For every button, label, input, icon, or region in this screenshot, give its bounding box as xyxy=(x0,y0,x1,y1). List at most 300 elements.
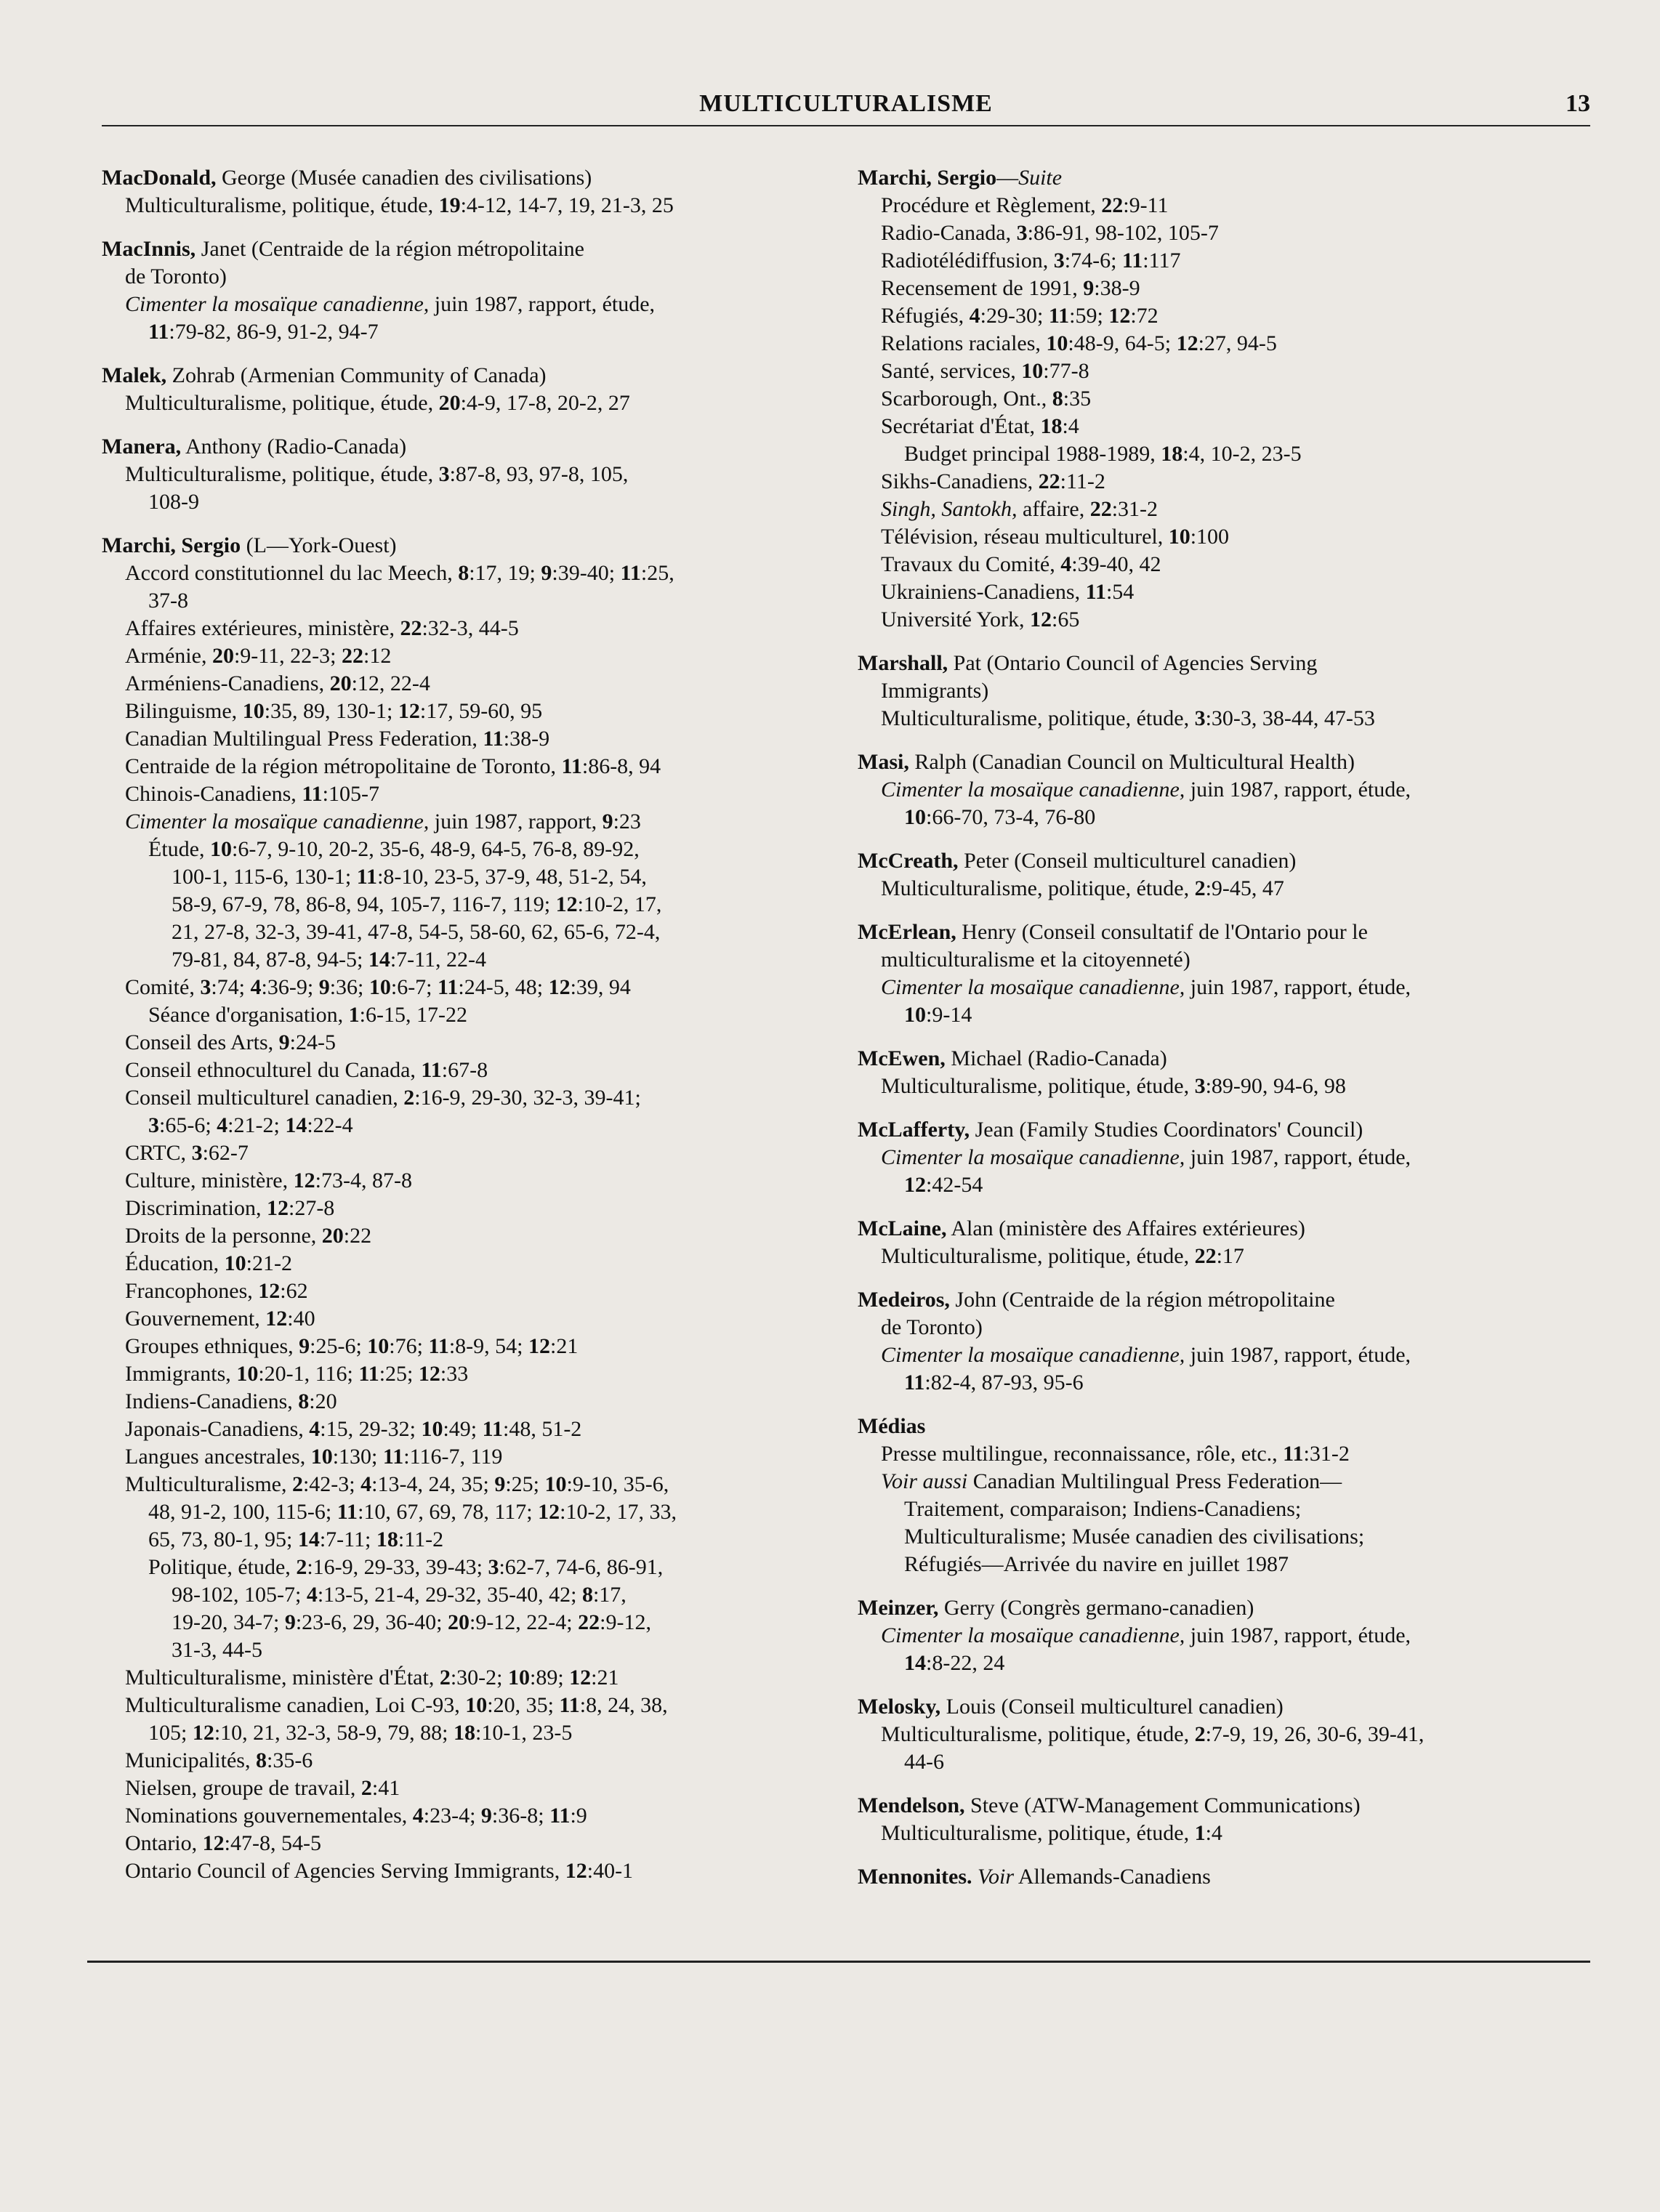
entry-subline xyxy=(172,891,843,919)
text-run: :41 xyxy=(371,1776,400,1800)
text-run: :89-90, 94-6, 98 xyxy=(1205,1074,1346,1098)
bold-text: 22 xyxy=(400,616,422,640)
text-run: Relations raciales, xyxy=(881,331,1047,355)
entry-heading xyxy=(102,235,843,263)
bold-text: McLaine, xyxy=(858,1216,947,1240)
text-run: de Toronto) xyxy=(125,265,227,288)
bold-text: Marchi, Sergio xyxy=(858,166,997,190)
entry-subline xyxy=(881,275,1599,302)
text-run: 100-1, 115-6, 130-1; xyxy=(172,865,357,889)
bold-text: 10 xyxy=(1168,525,1190,549)
text-run: :4-9, 17-8, 20-2, 27 xyxy=(460,391,630,415)
entry-heading xyxy=(858,1116,1599,1144)
text-run: :12 xyxy=(363,644,392,668)
bold-text: 20 xyxy=(321,1224,344,1248)
text-run: :9-10, 35-6, xyxy=(566,1472,669,1496)
entry-subline xyxy=(881,302,1599,330)
text-run: :8, 24, 38, xyxy=(579,1693,668,1717)
italic-text: Voir aussi xyxy=(881,1469,968,1493)
bold-text: 11 xyxy=(356,865,378,889)
text-run: Indiens-Canadiens, xyxy=(125,1389,299,1413)
bold-text: 10 xyxy=(508,1666,530,1690)
text-run: :24-5 xyxy=(289,1030,336,1054)
entry-subline xyxy=(148,1498,843,1526)
text-run: Travaux du Comité, xyxy=(881,552,1061,576)
text-run: :65-6; xyxy=(159,1113,217,1137)
text-run: :4 xyxy=(1205,1821,1222,1845)
text-run: :10-1, 23-5 xyxy=(475,1721,573,1745)
bold-text: 12 xyxy=(538,1500,560,1524)
bold-text: 12 xyxy=(565,1859,587,1883)
text-run: :30-3, 38-44, 47-53 xyxy=(1205,706,1375,730)
entry-subline xyxy=(125,263,843,291)
bold-text: 2 xyxy=(439,1666,451,1690)
text-run: Éducation, xyxy=(125,1251,225,1275)
text-run: :8-9, 54; xyxy=(448,1334,528,1358)
text-run: juin 1987, rapport, étude, xyxy=(1185,1145,1411,1169)
entry-subline xyxy=(125,1305,843,1333)
bold-text: 11 xyxy=(1085,580,1106,604)
bold-text: 11 xyxy=(438,975,459,999)
entry-heading xyxy=(858,1413,1599,1440)
entry-subline xyxy=(881,606,1599,634)
text-run: Henry (Conseil consultatif de l'Ontario pour le xyxy=(956,920,1368,944)
entry-heading xyxy=(858,650,1599,677)
text-run: :74; xyxy=(211,975,251,999)
entry-subline xyxy=(904,1748,1599,1776)
header-rule xyxy=(102,125,1590,126)
bold-text: 11 xyxy=(358,1362,379,1386)
text-run: Zohrab (Armenian Community of Canada) xyxy=(166,363,547,387)
text-run: juin 1987, rapport, xyxy=(429,810,603,833)
text-run: 105; xyxy=(148,1721,193,1745)
index-entry xyxy=(858,1045,1599,1100)
text-run: :67-8 xyxy=(441,1058,488,1082)
bold-text: 14 xyxy=(904,1651,926,1675)
entry-subline xyxy=(881,1721,1599,1748)
italic-text: Cimenter la mosaïque canadienne, xyxy=(881,778,1185,802)
text-run: :10-2, 17, 33, xyxy=(560,1500,677,1524)
header-title: MULTICULTURALISME xyxy=(699,90,993,117)
bold-text: 10 xyxy=(465,1693,488,1717)
text-run: :16-9, 29-33, 39-43; xyxy=(307,1555,488,1579)
text-run: juin 1987, rapport, étude, xyxy=(1185,778,1411,802)
text-run: Multiculturalisme, politique, étude, xyxy=(881,1244,1195,1268)
bold-text: 10 xyxy=(1046,331,1068,355)
text-run: :9-11 xyxy=(1123,193,1169,217)
text-run xyxy=(972,1865,978,1889)
bold-text: MacInnis, xyxy=(102,237,196,261)
text-run: :76; xyxy=(389,1334,429,1358)
entry-heading xyxy=(858,1594,1599,1622)
text-run: :7-9, 19, 26, 30-6, 39-41, xyxy=(1205,1722,1425,1746)
text-run: Langues ancestrales, xyxy=(125,1445,311,1469)
bold-text: 8 xyxy=(581,1583,593,1607)
entry-subline xyxy=(125,389,843,417)
text-run: :66-70, 73-4, 76-80 xyxy=(926,805,1096,829)
text-run: 79-81, 84, 87-8, 94-5; xyxy=(172,948,368,972)
text-run: :4, 10-2, 23-5 xyxy=(1182,442,1302,466)
text-run: :40 xyxy=(287,1307,315,1331)
bold-text: 11 xyxy=(421,1058,442,1082)
text-run: :65 xyxy=(1052,608,1080,631)
entry-subline xyxy=(125,1388,843,1416)
entry-subline xyxy=(125,1250,843,1277)
bold-text: 11 xyxy=(561,754,582,778)
bold-text: 14 xyxy=(285,1113,307,1137)
bold-text: 10 xyxy=(421,1417,443,1441)
entry-subline xyxy=(125,1857,843,1885)
entry-subline xyxy=(172,919,843,946)
entry-subline xyxy=(125,1057,843,1084)
text-run: :12, 22-4 xyxy=(351,671,430,695)
bold-text: 10 xyxy=(904,1003,926,1027)
bold-text: 10 xyxy=(310,1445,333,1469)
entry-subline xyxy=(125,725,843,753)
text-run: Gerry (Congrès germano-canadien) xyxy=(938,1596,1254,1620)
text-run: :7-11; xyxy=(319,1527,376,1551)
text-run: :6-15, 17-22 xyxy=(359,1003,467,1027)
text-run: :9-12, xyxy=(600,1610,651,1634)
text-run: Multiculturalisme, politique, étude, xyxy=(881,876,1195,900)
text-run: Droits de la personne, xyxy=(125,1224,322,1248)
text-run: Étude, xyxy=(148,837,210,861)
text-run: :36; xyxy=(329,975,369,999)
entry-subline xyxy=(148,1554,843,1581)
text-run: :4-12, 14-7, 19, 21-3, 25 xyxy=(460,193,674,217)
entry-subline xyxy=(881,974,1599,1001)
text-run: :89; xyxy=(530,1666,570,1690)
entry-subline xyxy=(881,468,1599,496)
bold-text: 4 xyxy=(306,1583,318,1607)
entry-subline xyxy=(904,440,1599,468)
bold-text: 3 xyxy=(1194,1074,1206,1098)
text-run: CRTC, xyxy=(125,1141,192,1165)
bold-text: 4 xyxy=(309,1417,321,1441)
text-run: :48, 51-2 xyxy=(502,1417,582,1441)
text-run: 108-9 xyxy=(148,490,199,514)
text-run: :82-4, 87-93, 95-6 xyxy=(924,1371,1084,1394)
text-run: 58-9, 67-9, 78, 86-8, 94, 105-7, 116-7, 119; xyxy=(172,892,556,916)
bold-text: 11 xyxy=(1283,1442,1304,1466)
entry-heading xyxy=(858,1693,1599,1721)
entry-subline xyxy=(125,1664,843,1692)
text-run: Sikhs-Canadiens, xyxy=(881,469,1039,493)
text-run: :11-2 xyxy=(398,1527,444,1551)
text-run: Affaires extérieures, ministère, xyxy=(125,616,400,640)
text-run: :9-14 xyxy=(926,1003,972,1027)
bold-text: 4 xyxy=(1060,552,1072,576)
text-run: Multiculturalisme; Musée canadien des civilisations; xyxy=(904,1525,1365,1549)
text-run: — xyxy=(996,166,1019,190)
entry-subline xyxy=(125,753,843,780)
text-run: :25-6; xyxy=(310,1334,368,1358)
index-entry xyxy=(102,362,843,417)
text-run: Alan (ministère des Affaires extérieures) xyxy=(946,1216,1305,1240)
entry-subline xyxy=(125,1802,843,1830)
entry-subline xyxy=(125,670,843,698)
entry-subline xyxy=(125,1416,843,1443)
bold-text: 2 xyxy=(403,1086,415,1110)
entry-subline xyxy=(125,1333,843,1360)
text-run: :32-3, 44-5 xyxy=(422,616,519,640)
entry-subline xyxy=(881,1468,1599,1495)
bold-text: 3 xyxy=(438,462,450,486)
text-run: Ontario, xyxy=(125,1831,203,1855)
text-run: Multiculturalisme, politique, étude, xyxy=(881,706,1195,730)
entry-subline xyxy=(881,413,1599,440)
text-run: :6-7, 9-10, 20-2, 35-6, 48-9, 64-5, 76-8, 89-92, xyxy=(231,837,640,861)
entry-subline xyxy=(881,1820,1599,1847)
text-run: 48, 91-2, 100, 115-6; xyxy=(148,1500,337,1524)
italic-text: Voir xyxy=(978,1865,1015,1889)
text-run: Arméniens-Canadiens, xyxy=(125,671,330,695)
text-run: Municipalités, xyxy=(125,1748,256,1772)
entry-subline xyxy=(881,578,1599,606)
entry-subline xyxy=(881,1440,1599,1468)
bold-text: 10 xyxy=(242,699,265,723)
text-run: :21 xyxy=(550,1334,579,1358)
text-run: :25; xyxy=(505,1472,545,1496)
bold-text: 11 xyxy=(337,1500,358,1524)
bold-text: 11 xyxy=(620,561,641,585)
text-run: John (Centraide de la région métropolitaine xyxy=(949,1288,1335,1312)
entry-subline xyxy=(125,560,843,587)
entry-subline xyxy=(881,496,1599,523)
text-run: :79-82, 86-9, 91-2, 94-7 xyxy=(169,320,379,344)
bold-text: 3 xyxy=(488,1555,499,1579)
text-run: multiculturalisme et la citoyenneté) xyxy=(881,948,1190,972)
italic-text: Cimenter la mosaïque canadienne, xyxy=(881,1343,1185,1367)
bold-text: 3 xyxy=(1194,706,1206,730)
text-run: Multiculturalisme, ministère d'État, xyxy=(125,1666,440,1690)
text-run: :9-12, 22-4; xyxy=(469,1610,579,1634)
bold-text: 12 xyxy=(398,699,420,723)
bold-text: 12 xyxy=(418,1362,440,1386)
entry-subline xyxy=(172,1636,843,1664)
entry-subline xyxy=(881,677,1599,705)
bold-text: 22 xyxy=(1089,497,1112,521)
bold-text: 3 xyxy=(148,1113,159,1137)
entry-subline xyxy=(881,385,1599,413)
text-run: Procédure et Règlement, xyxy=(881,193,1102,217)
text-run: 37-8 xyxy=(148,589,188,613)
bold-text: 12 xyxy=(904,1173,926,1197)
text-run: :130; xyxy=(332,1445,383,1469)
text-run: :10, 21, 32-3, 58-9, 79, 88; xyxy=(214,1721,454,1745)
bold-text: 3 xyxy=(200,975,211,999)
bold-text: 9 xyxy=(1083,276,1095,300)
text-run: :36-9; xyxy=(261,975,319,999)
index-entry xyxy=(102,164,843,219)
text-run: Steve (ATW-Management Communications) xyxy=(964,1793,1361,1817)
text-run: Centraide de la région métropolitaine de Toronto, xyxy=(125,754,562,778)
italic-text: Cimenter la mosaïque canadienne, xyxy=(881,1623,1185,1647)
text-run: 31-3, 44-5 xyxy=(172,1638,262,1662)
entry-subline xyxy=(125,1195,843,1222)
bold-text: 2 xyxy=(1194,1722,1206,1746)
bold-text: 12 xyxy=(293,1168,315,1192)
bold-text: 11 xyxy=(904,1371,925,1394)
entry-subline xyxy=(904,1523,1599,1551)
running-header xyxy=(102,90,1590,128)
entry-subline xyxy=(172,946,843,974)
bold-text: 11 xyxy=(1048,304,1070,328)
entry-heading xyxy=(858,748,1599,776)
text-run: Jean (Family Studies Coordinators' Council) xyxy=(970,1118,1363,1142)
bold-text: 22 xyxy=(1101,193,1124,217)
text-run: Discrimination, xyxy=(125,1196,267,1220)
text-run: de Toronto) xyxy=(881,1315,983,1339)
text-run: :49; xyxy=(443,1417,483,1441)
bold-text: 4 xyxy=(250,975,262,999)
entry-subline xyxy=(881,1144,1599,1171)
bold-text: 2 xyxy=(1194,876,1206,900)
text-run: :54 xyxy=(1105,580,1135,604)
text-run: Multiculturalisme canadien, Loi C-93, xyxy=(125,1693,466,1717)
text-run: :17, 19; xyxy=(469,561,541,585)
italic-text: Cimenter la mosaïque canadienne, xyxy=(881,1145,1185,1169)
text-run: Louis (Conseil multiculturel canadien) xyxy=(940,1695,1284,1719)
text-run: Bilinguisme, xyxy=(125,699,243,723)
text-run: :48-9, 64-5; xyxy=(1068,331,1177,355)
entry-heading xyxy=(858,1286,1599,1314)
text-run: Multiculturalisme, politique, étude, xyxy=(125,391,439,415)
text-run: affaire, xyxy=(1017,497,1090,521)
italic-text: Suite xyxy=(1018,166,1063,190)
text-run: Ontario Council of Agencies Serving Immigrants, xyxy=(125,1859,565,1883)
text-run: :9 xyxy=(570,1804,587,1828)
index-column-right xyxy=(858,164,1599,1907)
entry-subline xyxy=(148,1526,843,1554)
text-run: :6-7; xyxy=(390,975,438,999)
bold-text: 18 xyxy=(1040,414,1063,438)
text-run: (L—York-Ouest) xyxy=(241,533,397,557)
entry-subline xyxy=(881,219,1599,247)
bold-text: Melosky, xyxy=(858,1695,941,1719)
text-run: Réfugiés, xyxy=(881,304,970,328)
text-run: Immigrants, xyxy=(125,1362,237,1386)
bold-text: Meinzer, xyxy=(858,1596,939,1620)
text-run: :27-8 xyxy=(288,1196,335,1220)
bold-text: 12 xyxy=(569,1666,592,1690)
text-run: George (Musée canadien des civilisations) xyxy=(216,166,592,190)
text-run: Comité, xyxy=(125,975,201,999)
text-run: Culture, ministère, xyxy=(125,1168,294,1192)
text-run: :74-6; xyxy=(1064,249,1122,273)
bold-text: 14 xyxy=(368,948,390,972)
text-run: Multiculturalisme, politique, étude, xyxy=(125,462,439,486)
text-run: Gouvernement, xyxy=(125,1307,266,1331)
text-run: :31-2 xyxy=(1111,497,1159,521)
entry-subline xyxy=(125,780,843,808)
text-run: :35-6 xyxy=(266,1748,313,1772)
entry-subline xyxy=(881,1243,1599,1270)
entry-subline xyxy=(904,1171,1599,1199)
index-entry xyxy=(858,1413,1599,1578)
index-entry xyxy=(858,1116,1599,1199)
bold-text: 10 xyxy=(236,1362,259,1386)
entry-subline xyxy=(125,1747,843,1775)
text-run: :23-4; xyxy=(423,1804,481,1828)
bold-text: Malek, xyxy=(102,363,167,387)
text-run: Ralph (Canadian Council on Multicultural Health) xyxy=(908,750,1355,774)
text-run: :9-11, 22-3; xyxy=(233,644,342,668)
bold-text: 3 xyxy=(1016,221,1028,245)
entry-subline xyxy=(904,1495,1599,1523)
text-run: Réfugiés—Arrivée du navire en juillet 1987 xyxy=(904,1552,1289,1576)
text-run: Peter (Conseil multiculturel canadien) xyxy=(958,849,1297,873)
index-entry xyxy=(858,1792,1599,1847)
bold-text: 2 xyxy=(360,1776,372,1800)
text-run: :86-91, 98-102, 105-7 xyxy=(1027,221,1219,245)
text-run: Francophones, xyxy=(125,1279,259,1303)
bold-text: 11 xyxy=(1121,249,1143,273)
text-run: :13-4, 24, 35; xyxy=(371,1472,495,1496)
entry-subline xyxy=(125,291,843,318)
entry-subline xyxy=(172,1609,843,1636)
bold-text: 11 xyxy=(549,1804,571,1828)
text-run: :4 xyxy=(1062,414,1079,438)
text-run: Télévision, réseau multiculturel, xyxy=(881,525,1169,549)
entry-subline xyxy=(125,808,843,836)
entry-heading xyxy=(858,1045,1599,1073)
text-run: Traitement, comparaison; Indiens-Canadiens; xyxy=(904,1497,1302,1521)
text-run: :20-1, 116; xyxy=(258,1362,359,1386)
text-run: Japonais-Canadiens, xyxy=(125,1417,310,1441)
bold-text: 10 xyxy=(368,975,391,999)
bold-text: 22 xyxy=(578,1610,600,1634)
text-run: 19-20, 34-7; xyxy=(172,1610,285,1634)
bold-text: Medeiros, xyxy=(858,1288,950,1312)
text-run: :47-8, 54-5 xyxy=(224,1831,321,1855)
bold-text: 11 xyxy=(483,727,504,751)
text-run: :15, 29-32; xyxy=(320,1417,422,1441)
bold-text: 8 xyxy=(298,1389,310,1413)
text-run: :22-4 xyxy=(307,1113,353,1137)
bold-text: 9 xyxy=(541,561,552,585)
text-run: :39-40; xyxy=(552,561,621,585)
bold-text: MacDonald, xyxy=(102,166,217,190)
entry-subline xyxy=(148,587,843,615)
entry-subline xyxy=(881,358,1599,385)
bold-text: McLafferty, xyxy=(858,1118,970,1142)
index-entry xyxy=(858,164,1599,634)
text-run: Conseil multiculturel canadien, xyxy=(125,1086,404,1110)
text-run: Recensement de 1991, xyxy=(881,276,1084,300)
bold-text: 20 xyxy=(438,391,461,415)
italic-text: Cimenter la mosaïque canadienne, xyxy=(125,810,430,833)
entry-subline xyxy=(881,523,1599,551)
text-run: :20 xyxy=(309,1389,337,1413)
text-run: :16-9, 29-30, 32-3, 39-41; xyxy=(414,1086,641,1110)
bold-text: 12 xyxy=(258,1279,281,1303)
bold-text: 9 xyxy=(480,1804,492,1828)
text-run: :100 xyxy=(1190,525,1230,549)
entry-subline xyxy=(125,1360,843,1388)
text-run: Budget principal 1988-1989, xyxy=(904,442,1161,466)
bold-text: 8 xyxy=(255,1748,267,1772)
entry-subline xyxy=(881,551,1599,578)
index-entry xyxy=(102,235,843,346)
index-entry xyxy=(858,650,1599,732)
text-run: 98-102, 105-7; xyxy=(172,1583,307,1607)
text-run: Pat (Ontario Council of Agencies Serving xyxy=(948,651,1318,675)
text-run: :36-8; xyxy=(491,1804,550,1828)
bold-text: 2 xyxy=(291,1472,303,1496)
text-run: Canadian Multilingual Press Federation, xyxy=(125,727,483,751)
text-run: :38-9 xyxy=(1094,276,1140,300)
